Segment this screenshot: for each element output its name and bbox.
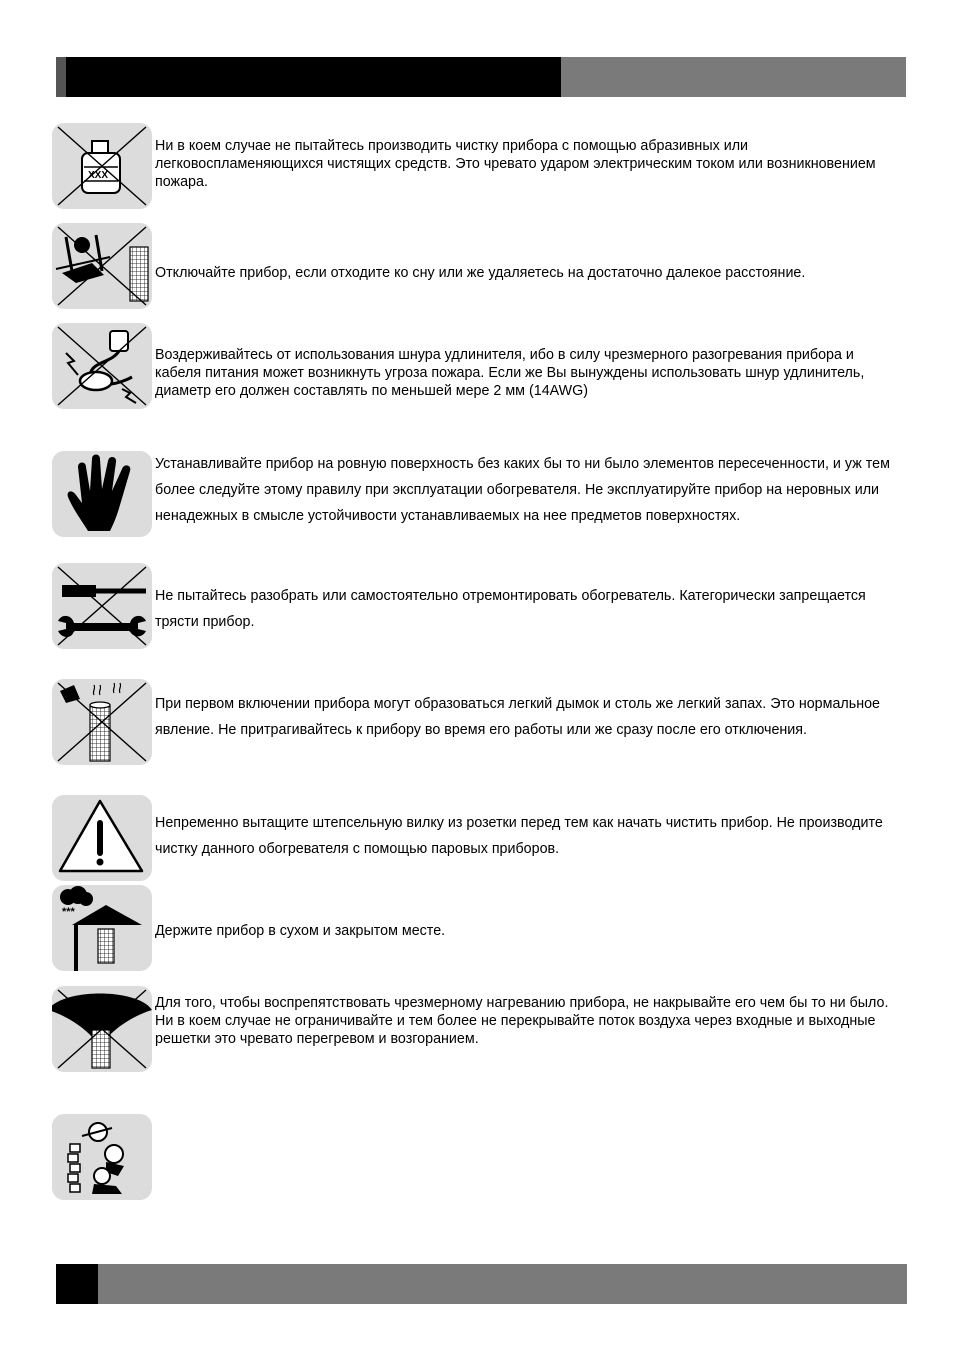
warning-text: Не пытайтесь разобрать или самостоятельно отремонтировать обогреватель. Категорически запрещается трясти прибор. (155, 588, 866, 630)
no-covering-icon (52, 986, 152, 1072)
svg-text:***: *** (62, 906, 75, 918)
hand-stop-icon (52, 451, 152, 537)
warning-text: Устанавливайте прибор на ровную поверхность без каких бы то ни было элементов пересеченности, и уж тем более следуйте этому правилу при эксплуатации обогревателя. Не эксплуатируйте прибор на неровных или ненадежных в смысле устойчивости устанавливаемых на нее предметов поверхностях. (155, 456, 890, 524)
warning-text: Держите прибор в сухом и закрытом месте. (155, 923, 446, 939)
footer-bar (56, 1264, 907, 1304)
header-edge (56, 57, 66, 97)
footer-grey-block (98, 1264, 907, 1304)
warning-triangle-icon (52, 795, 152, 881)
no-touch-hot-icon (52, 679, 152, 765)
warning-text: Непременно вытащите штепсельную вилку из розетки перед тем как начать чистить прибор. Не производите чистку данного обогревателя с помощью паровых приборов. (155, 815, 883, 857)
header-grey-block (561, 57, 906, 97)
warning-text: Отключайте прибор, если отходите ко сну или же удаляетесь на достаточно далекое расстояние. (155, 265, 806, 281)
header-black-block (56, 57, 561, 97)
warning-text: При первом включении прибора могут образоваться легкий дымок и столь же легкий запах. Это нормальное явление. Не притрагивайтесь к прибору во время его работы или же сразу после его отключения. (155, 696, 881, 738)
no-sleeping-while-on-icon (52, 223, 152, 309)
warning-text: Для того, чтобы воспрепятствовать чрезмерному нагреванию прибора, не накрывайте его чем бы то ни было. Ни в коем случае не ограничивайте и тем более не перекрывайте поток воздуха через входные и выходные решетки это чревато перегревом и возгоранием. (155, 995, 889, 1047)
warning-text: Воздерживайтесь от использования шнура удлинителя, ибо в силу чрезмерного разогревания прибора и кабеля питания может возникнуть угроза пожара. Если же Вы вынуждены использовать шнур удлинитель, диаметр его должен составлять по меньшей мере 2 мм (14AWG) (155, 347, 865, 399)
svg-text:XXX: XXX (88, 170, 109, 181)
no-disassembly-tools-icon (52, 563, 152, 649)
footer-page-number-block (56, 1264, 98, 1304)
keep-dry-shelter-icon (52, 885, 152, 971)
children-safety-icon (52, 1114, 152, 1200)
warning-text: Ни в коем случае не пытайтесь производить чистку прибора с помощью абразивных или легковоспламеняющихся чистящих средств. Это чревато ударом электрическим током или возникновением пожара. (155, 138, 876, 190)
no-extension-cord-icon (52, 323, 152, 409)
no-abrasive-cleaner-icon (52, 123, 152, 209)
header-bar (56, 57, 906, 97)
